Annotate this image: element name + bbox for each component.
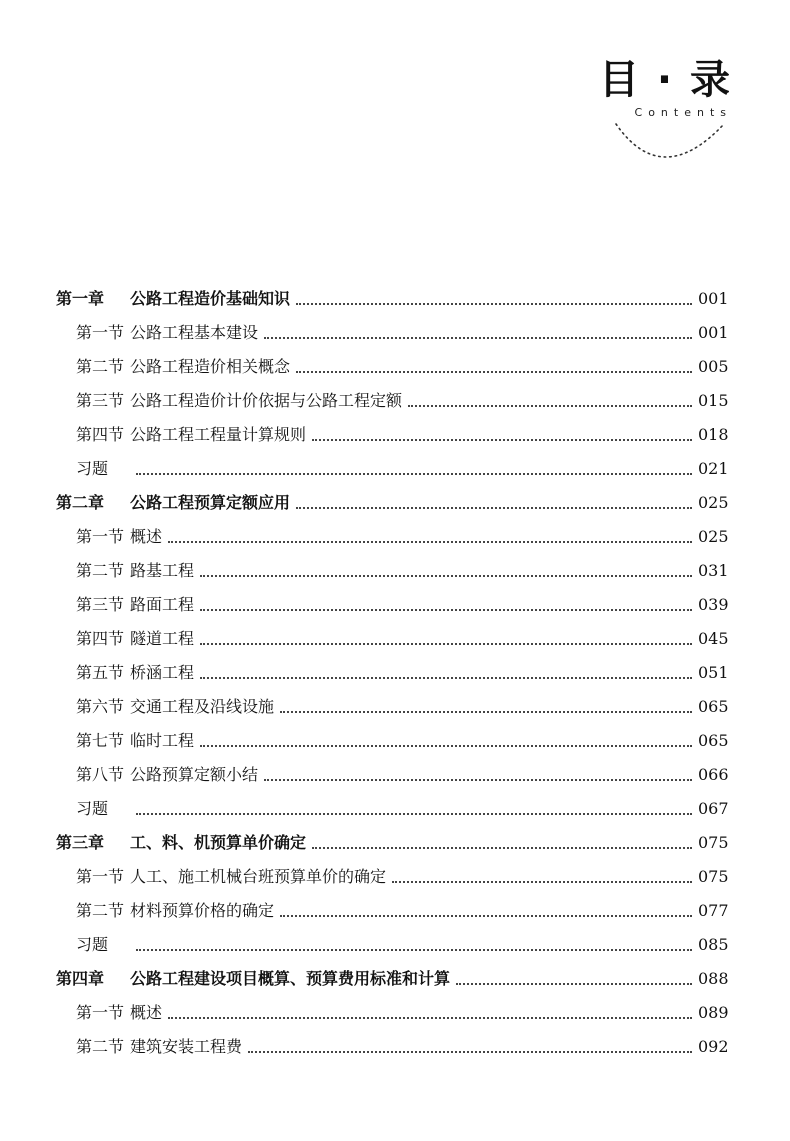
toc-entry-page-number: 065 — [698, 731, 729, 750]
dot-leader — [248, 1050, 692, 1053]
dot-leader — [168, 540, 692, 543]
dot-leader — [200, 744, 692, 747]
toc-entry-page-number: 065 — [698, 697, 729, 716]
dot-leader — [136, 948, 692, 951]
toc-entry-label: 第一节 — [76, 323, 125, 342]
toc-entry-title: 人工、施工机械台班预算单价的确定 — [130, 867, 387, 886]
toc-entry-label: 第四节 — [76, 629, 125, 648]
dot-leader — [296, 302, 692, 305]
toc-entry-section[interactable] — [56, 724, 729, 758]
toc-entry-title: 公路预算定额小结 — [130, 765, 259, 784]
toc-entry-label: 第一节 — [76, 527, 125, 546]
toc-entry-label: 第二节 — [76, 357, 125, 376]
toc-entry-section[interactable] — [56, 622, 729, 656]
toc-entry-title: 建筑安装工程费 — [130, 1037, 243, 1056]
toc-entry-page-number: 077 — [698, 901, 729, 920]
toc-entry-label: 第二节 — [76, 1037, 125, 1056]
page-subtitle: Contents — [634, 106, 732, 119]
toc-entry-chapter[interactable] — [56, 962, 729, 996]
dotted-arc-decoration — [612, 120, 732, 165]
toc-entry-title: 隧道工程 — [130, 629, 195, 648]
toc-entry-section[interactable] — [56, 860, 729, 894]
dot-leader — [296, 506, 692, 509]
dot-leader — [200, 676, 692, 679]
toc-entry-exercise[interactable] — [56, 928, 729, 962]
toc-entry-section[interactable] — [56, 1030, 729, 1064]
toc-entry-page-number: 025 — [698, 493, 729, 512]
toc-entry-section[interactable] — [56, 384, 729, 418]
toc-entry-page-number: 021 — [698, 459, 729, 478]
dot-leader — [264, 778, 692, 781]
toc-entry-chapter[interactable] — [56, 486, 729, 520]
dot-leader — [200, 642, 692, 645]
toc-entry-section[interactable] — [56, 758, 729, 792]
toc-entry-page-number: 045 — [698, 629, 729, 648]
toc-entry-title: 交通工程及沿线设施 — [130, 697, 275, 716]
toc-entry-page-number: 088 — [698, 969, 729, 988]
toc-entry-label: 第三章 — [56, 833, 105, 852]
toc-entry-label: 第一节 — [76, 1003, 125, 1022]
toc-entry-page-number: 018 — [698, 425, 729, 444]
dot-leader — [392, 880, 692, 883]
toc-entry-title: 公路工程造价相关概念 — [130, 357, 291, 376]
dot-leader — [280, 710, 692, 713]
toc-entry-page-number: 039 — [698, 595, 729, 614]
toc-entry-chapter[interactable] — [56, 282, 729, 316]
dot-leader — [456, 982, 692, 985]
toc-entry-label: 第六节 — [76, 697, 125, 716]
toc-entry-label: 习题 — [76, 459, 109, 478]
toc-entry-section[interactable] — [56, 316, 729, 350]
toc-entry-title: 概述 — [130, 527, 163, 546]
toc-entry-page-number: 005 — [698, 357, 729, 376]
toc-entry-page-number: 015 — [698, 391, 729, 410]
toc-entry-section[interactable] — [56, 554, 729, 588]
toc-entry-section[interactable] — [56, 996, 729, 1030]
toc-entry-page-number: 092 — [698, 1037, 729, 1056]
dot-leader — [200, 608, 692, 611]
dot-leader — [312, 846, 692, 849]
toc-entry-page-number: 001 — [698, 289, 729, 308]
toc-entry-page-number: 031 — [698, 561, 729, 580]
dot-leader — [280, 914, 692, 917]
toc-entry-title: 公路工程工程量计算规则 — [130, 425, 307, 444]
toc-entry-label: 第一节 — [76, 867, 125, 886]
toc-entry-label: 习题 — [76, 799, 109, 818]
toc-entry-label: 第三节 — [76, 391, 125, 410]
toc-entry-section[interactable] — [56, 690, 729, 724]
table-of-contents — [56, 282, 729, 1064]
toc-entry-page-number: 075 — [698, 867, 729, 886]
toc-entry-page-number: 001 — [698, 323, 729, 342]
dot-leader — [312, 438, 692, 441]
toc-entry-page-number: 051 — [698, 663, 729, 682]
toc-entry-title: 桥涵工程 — [130, 663, 195, 682]
toc-entry-title: 公路工程建设项目概算、预算费用标准和计算 — [130, 969, 451, 988]
toc-entry-title: 材料预算价格的确定 — [130, 901, 275, 920]
dot-leader — [296, 370, 692, 373]
toc-entry-page-number: 089 — [698, 1003, 729, 1022]
toc-entry-label: 第三节 — [76, 595, 125, 614]
toc-entry-section[interactable] — [56, 894, 729, 928]
toc-entry-title: 工、料、机预算单价确定 — [130, 833, 307, 852]
toc-entry-label: 第二节 — [76, 561, 125, 580]
toc-entry-section[interactable] — [56, 656, 729, 690]
toc-entry-exercise[interactable] — [56, 452, 729, 486]
toc-entry-section[interactable] — [56, 520, 729, 554]
toc-entry-label: 习题 — [76, 935, 109, 954]
toc-entry-title: 路基工程 — [130, 561, 195, 580]
toc-entry-title: 公路工程基本建设 — [130, 323, 259, 342]
dot-leader — [136, 812, 692, 815]
toc-entry-page-number: 025 — [698, 527, 729, 546]
toc-entry-page-number: 067 — [698, 799, 729, 818]
toc-entry-title: 临时工程 — [130, 731, 195, 750]
toc-entry-label: 第二章 — [56, 493, 105, 512]
toc-entry-section[interactable] — [56, 588, 729, 622]
toc-entry-title: 公路工程预算定额应用 — [130, 493, 291, 512]
dot-leader — [408, 404, 692, 407]
toc-entry-exercise[interactable] — [56, 792, 729, 826]
page-title: 目 · 录 — [598, 57, 732, 103]
toc-entry-page-number: 075 — [698, 833, 729, 852]
dot-leader — [264, 336, 692, 339]
toc-entry-label: 第四章 — [56, 969, 105, 988]
toc-entry-label: 第一章 — [56, 289, 105, 308]
toc-entry-page-number: 085 — [698, 935, 729, 954]
toc-entry-label: 第七节 — [76, 731, 125, 750]
toc-entry-title: 概述 — [130, 1003, 163, 1022]
toc-entry-chapter[interactable] — [56, 826, 729, 860]
toc-entry-label: 第五节 — [76, 663, 125, 682]
toc-entry-title: 公路工程造价计价依据与公路工程定额 — [130, 391, 403, 410]
toc-entry-section[interactable] — [56, 418, 729, 452]
toc-entry-title: 公路工程造价基础知识 — [130, 289, 291, 308]
dot-leader — [168, 1016, 692, 1019]
toc-entry-page-number: 066 — [698, 765, 729, 784]
contents-header — [598, 57, 732, 168]
toc-entry-title: 路面工程 — [130, 595, 195, 614]
dot-leader — [136, 472, 692, 475]
toc-entry-label: 第四节 — [76, 425, 125, 444]
dot-leader — [200, 574, 692, 577]
toc-entry-label: 第八节 — [76, 765, 125, 784]
toc-entry-section[interactable] — [56, 350, 729, 384]
toc-entry-label: 第二节 — [76, 901, 125, 920]
